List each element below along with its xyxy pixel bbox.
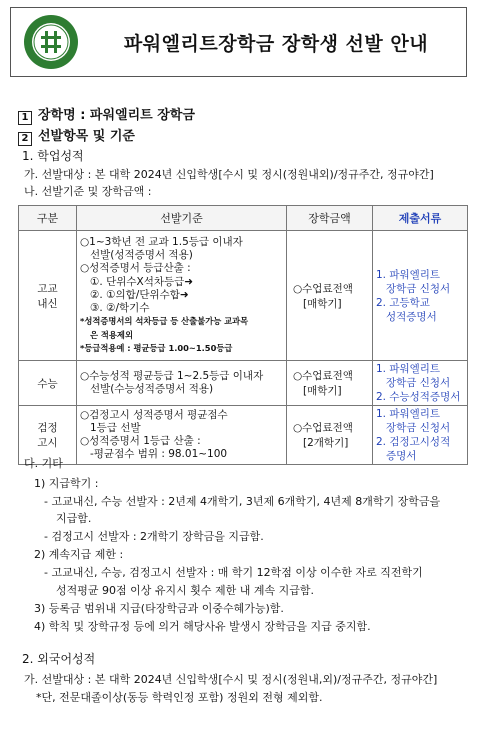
category-text: 고교 <box>37 282 58 295</box>
amount-text: [2개학기] <box>303 437 349 449</box>
documents-cell <box>373 231 468 361</box>
document-text: 2. 검정고시성적 <box>376 436 451 448</box>
document-text: 증명서 <box>386 450 417 462</box>
criteria-text: ③. ②/학기수 <box>90 302 150 315</box>
column-header: 구분 <box>19 206 77 231</box>
section-scholarship-name <box>18 104 195 125</box>
part1-criteria-label: 나. 선발기준 및 장학금액 : <box>24 185 152 198</box>
other-line: 지급함. <box>56 512 92 525</box>
category-cell <box>19 361 77 406</box>
section-selection-criteria <box>18 125 135 146</box>
column-header: 제출서류 <box>373 206 468 231</box>
part1-heading: 1. 학업성적 <box>22 149 84 163</box>
other-line: - 고교내신, 수능 선발자 : 2년제 4개학기, 3년제 6개학기, 4년제 8개학기 장학금을 <box>44 495 441 508</box>
criteria-text: -평균점수 범위 : 98.01~100 <box>90 448 228 461</box>
table-row <box>19 406 468 465</box>
part2-heading: 2. 외국어성적 <box>22 652 96 666</box>
column-header: 장학금액 <box>287 206 373 231</box>
other-line: - 검정고시 선발자 : 2개학기 장학금을 지급함. <box>44 530 264 543</box>
criteria-text: ○검정고시 성적증명서 평균점수 <box>80 408 228 421</box>
document-text: 2. 고등학교 <box>376 296 430 309</box>
other-line: 성적평균 90점 이상 유지시 횟수 제한 내 계속 지급함. <box>56 584 314 597</box>
criteria-text: 선발(수능성적증명서 적용) <box>90 383 214 395</box>
criteria-note: *등급적용예 : 평균등급 1.00~1.50등급 <box>80 342 233 353</box>
criteria-text: 1등급 선발 <box>90 421 141 434</box>
table-header-row <box>19 206 468 231</box>
university-logo <box>23 14 79 70</box>
other-line: 1) 지급학기 : <box>34 477 99 490</box>
category-text: 내신 <box>37 297 58 310</box>
section-number-box: 2 <box>18 132 32 146</box>
other-line: 4) 학칙 및 장학규정 등에 의거 해당사유 발생시 장학금을 지급 중지함. <box>34 620 371 633</box>
document-text: 2. 수능성적증명서 <box>376 391 461 403</box>
amount-cell <box>287 231 373 361</box>
table-row <box>19 231 468 361</box>
criteria-cell <box>77 361 287 406</box>
amount-cell <box>287 406 373 465</box>
section-number-box: 1 <box>18 111 32 125</box>
title-header <box>10 7 467 77</box>
part2-note: *단, 전문대졸이상(동등 학력인정 포함) 정원외 전형 제외함. <box>36 691 323 704</box>
criteria-text: ○성적증명서 1등급 산출 : <box>80 435 201 447</box>
document-text: 장학금 신청서 <box>386 377 451 389</box>
amount-text: ○수업료전액 <box>293 370 353 382</box>
amount-cell <box>287 361 373 406</box>
criteria-text: ○성적증명서 등급산출 : <box>80 262 191 275</box>
document-text: 1. 파워엘리트 <box>376 268 441 281</box>
category-text: 검정 <box>37 422 58 434</box>
amount-text: ○수업료전액 <box>293 282 353 295</box>
criteria-note: 은 적용제외 <box>90 329 133 340</box>
amount-text: ○수업료전액 <box>293 422 353 434</box>
document-text: 1. 파워엘리트 <box>376 408 441 420</box>
criteria-cell <box>77 231 287 361</box>
other-line: 3) 등록금 범위내 지급(타장학금과 이중수혜가능)함. <box>34 602 284 615</box>
criteria-note: *성적증명서의 석차등급 등 산출불가능 교과목 <box>80 316 249 327</box>
criteria-text: ○1~3학년 전 교과 1.5등급 이내자 <box>80 236 243 249</box>
page-title: 파워엘리트장학금 장학생 선발 안내 <box>123 32 429 55</box>
criteria-text: 선발(성적증명서 적용) <box>90 249 193 262</box>
part2-target: 가. 선발대상 : 본 대학 2024년 신입학생[수시 및 정시(정원내,외)/정규주간, 정규야간] <box>24 673 438 686</box>
section-text: 선발항목 및 기준 <box>38 129 135 144</box>
document-text: 장학금 신청서 <box>386 282 451 295</box>
amount-text: [매학기] <box>303 297 342 310</box>
section-text: 장학명 : 파워엘리트 장학금 <box>38 108 195 123</box>
category-text: 수능 <box>37 377 58 390</box>
other-line: 2) 계속지급 제한 : <box>34 548 124 561</box>
documents-cell <box>373 406 468 465</box>
part1-target: 가. 선발대상 : 본 대학 2024년 신입학생[수시 및 정시(정원내외)/정규주간, 정규야간] <box>24 168 434 181</box>
column-header: 선발기준 <box>77 206 287 231</box>
criteria-text: ①. 단위수X석차등급➜ <box>90 275 194 288</box>
criteria-text: ②. ①의합/단위수합➜ <box>90 288 189 301</box>
document-text: 1. 파워엘리트 <box>376 363 441 375</box>
criteria-text: ○수능성적 평균등급 1~2.5등급 이내자 <box>80 369 264 382</box>
amount-text: [매학기] <box>303 385 342 397</box>
other-line: - 고교내신, 수능, 검정고시 선발자 : 매 학기 12학점 이상 이수한 자로 직전학기 <box>44 566 423 579</box>
category-cell <box>19 231 77 361</box>
document-text: 장학금 신청서 <box>386 422 451 434</box>
documents-cell <box>373 361 468 406</box>
selection-table <box>18 205 468 465</box>
criteria-cell <box>77 406 287 465</box>
document-text: 성적증명서 <box>386 310 437 323</box>
table-row <box>19 361 468 406</box>
other-heading: 다. 기타 <box>24 457 63 470</box>
category-text: 고시 <box>37 437 58 449</box>
